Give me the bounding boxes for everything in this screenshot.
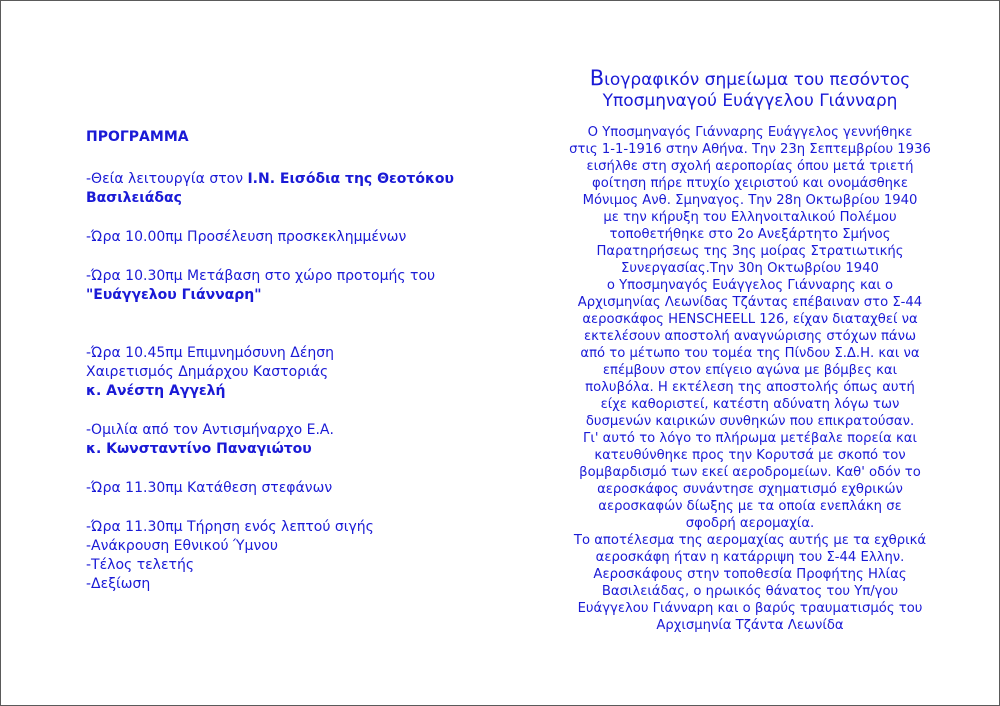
bio-line: εκτελέσουν αποστολή αναγνώρισης στόχων πάνω xyxy=(583,329,916,344)
item-reception: -Δεξίωση xyxy=(86,576,151,592)
bio-line: τοποθετήθηκε στο 2ο Ανεξάρτητο Σμήνος xyxy=(609,227,891,242)
bio-line: Αρχισμηνίας Λεωνίδας Τζάντας επέβαιναν στο Σ-44 xyxy=(577,295,923,310)
bio-line: αεροσκάφη ήταν η κατάρριψη του Σ-44 Ελλην. xyxy=(595,550,905,565)
bio-line: με την κήρυξη του Ελληνοιταλικού Πολέμου xyxy=(603,210,897,225)
bio-line: εισήλθε στη σχολή αεροπορίας όπου μετά τριετή xyxy=(586,159,914,174)
programme-heading: ΠΡΟΓΡΑΜΜΑ xyxy=(86,129,189,145)
bio-line: πολυβόλα. Η εκτέλεση της αποστολής όπως αυτή xyxy=(585,380,915,395)
bio-line: ο Υποσμηναγός Ευάγγελος Γιάνναρης και ο xyxy=(606,278,894,293)
bio-line: Αρχισμηνία Τζάντα Λεωνίδα xyxy=(656,618,844,633)
bio-line: Βασιλειάδας, ο ηρωικός θάνατος του Υπ/γου xyxy=(601,584,899,599)
item-wreaths: -Ώρα 11.30πμ Κατάθεση στεφάνων xyxy=(86,480,333,496)
bio-title-initial: Β xyxy=(589,66,605,90)
item-speech: -Ομιλία από τον Αντισμήναρχο Ε.Α. xyxy=(86,422,334,438)
item-speech-name: κ. Κωνσταντίνο Παναγιώτου xyxy=(86,441,312,457)
bio-line: σφοδρή αερομαχία. xyxy=(685,516,815,531)
bio-line: δυσμενών καιρικών συνθηκών που επικρατούσαν. xyxy=(585,414,915,429)
bio-line: στις 1-1-1916 στην Αθήνα. Την 23η Σεπτεμβρίου 1936 xyxy=(569,142,931,157)
item-move-name: "Ευάγγελου Γιάνναρη" xyxy=(86,287,262,303)
bio-body xyxy=(552,124,948,634)
item-greeting-name: κ. Ανέστη Αγγελή xyxy=(86,383,226,399)
bio-line: αεροσκάφος HENSCHEELL 126, είχαν διαταχθεί να xyxy=(582,312,918,327)
bio-line: είχε καθοριστεί, κατέστη αδύνατη λόγω των xyxy=(600,397,900,412)
bio-line: Παρατηρήσεως της 3ης μοίρας Στρατιωτικής xyxy=(596,244,904,259)
liturgy-prefix: -Θεία λειτουργία στον xyxy=(86,171,248,187)
liturgy-church: Ι.Ν. Εισόδια της Θεοτόκου xyxy=(247,171,454,187)
bio-line: Μόνιμος Ανθ. Σμηναγος. Την 28η Οκτωβρίου 1940 xyxy=(582,193,918,208)
item-end: -Τέλος τελετής xyxy=(86,557,195,573)
item-silence: -Ώρα 11.30πμ Τήρηση ενός λεπτού σιγής xyxy=(86,519,374,535)
item-arrival: -Ώρα 10.00πμ Προσέλευση προσκεκλημμένων xyxy=(86,229,407,245)
item-anthem: -Ανάκρουση Εθνικού Ύμνου xyxy=(86,538,278,554)
bio-line: αεροσκάφος συνάντησε σχηματισμό εχθρικών xyxy=(597,482,903,497)
bio-line: Ο Υποσμηναγός Γιάνναρης Ευάγγελος γεννήθηκε xyxy=(587,125,913,140)
bio-title-line2: Υποσμηναγού Ευάγγελου Γιάνναρη xyxy=(602,91,898,111)
liturgy-line xyxy=(86,170,466,189)
bio-section xyxy=(552,68,948,634)
bio-title-line1 xyxy=(552,68,948,91)
bio-line: κατευθύνθηκε προς την Κορυτσά με σκοπό τον xyxy=(594,448,906,463)
bio-line: Το αποτέλεσμα της αερομαχίας αυτής με τα εχθρικά xyxy=(573,533,927,548)
item-move: -Ώρα 10.30πμ Μετάβαση στο χώρο προτομής του xyxy=(86,268,436,284)
programme-section xyxy=(86,128,466,594)
bio-line: Συνεργασίας.Την 30η Οκτωβρίου 1940 xyxy=(621,261,879,276)
bio-line: αεροσκαφών δίωξης με τα οποία ενεπλάκη σε xyxy=(598,499,902,514)
item-greeting: Χαιρετισμός Δημάρχου Καστοριάς xyxy=(86,364,329,380)
bio-line: φοίτηση πήρε πτυχίο χειριστού και ονομάσθηκε xyxy=(592,176,908,191)
bio-line: Ευάγγελου Γιάνναρη και ο βαρύς τραυματισμός του xyxy=(577,601,923,616)
bio-line: Αεροσκάφους στην τοποθεσία Προφήτης Ηλίας xyxy=(593,567,907,582)
bio-title-rest: ιογραφικόν σημείωμα του πεσόντος xyxy=(604,70,911,90)
bio-line: Γι' αυτό το λόγο το πλήρωμα μετέβαλε πορεία και xyxy=(583,431,917,446)
bio-line: από το μέτωπο του τομέα της Πίνδου Σ.Δ.Η. και να xyxy=(580,346,920,361)
item-memorial: -Ώρα 10.45πμ Επιμνημόσυνη Δέηση xyxy=(86,345,335,361)
liturgy-church-line2: Βασιλειάδας xyxy=(86,190,182,206)
bio-line: επέμβουν στον επίγειο αγώνα με βόμβες και xyxy=(602,363,898,378)
bio-line: βομβαρδισμό των εκεί αεροδρομείων. Καθ' οδόν το xyxy=(579,465,921,480)
